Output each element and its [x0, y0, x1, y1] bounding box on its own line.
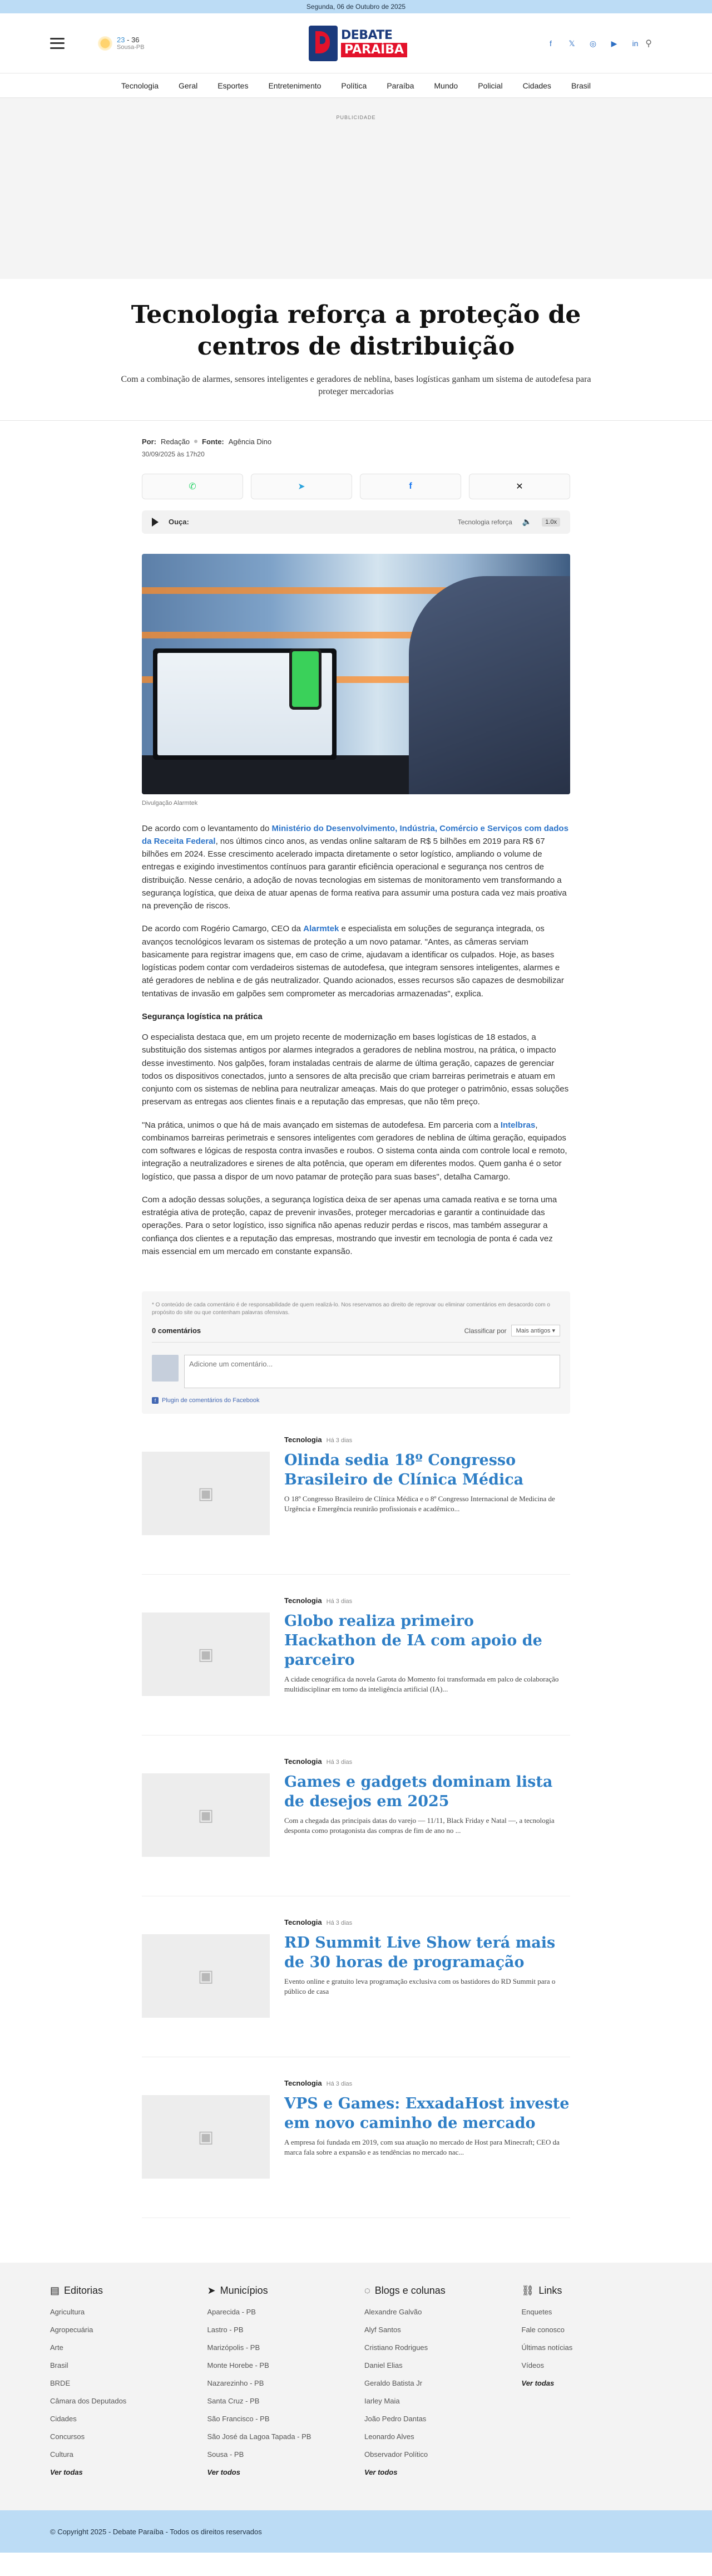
image-placeholder	[142, 2095, 270, 2179]
footer-link[interactable]: Cristiano Rodrigues	[364, 2343, 428, 2352]
card-category: Tecnologia	[284, 2079, 322, 2088]
publish-date: 30/09/2025 às 17h20	[142, 450, 205, 458]
location-arrow-icon: ➤	[207, 2285, 216, 2297]
footer-link[interactable]: João Pedro Dantas	[364, 2415, 427, 2423]
comment-input[interactable]	[184, 1355, 560, 1388]
card-category: Tecnologia	[284, 1436, 322, 1444]
top-date-bar	[0, 0, 712, 13]
nav-item-brasil[interactable]: Brasil	[571, 81, 591, 90]
player-track-title: Tecnologia reforça	[457, 518, 512, 526]
link-intelbras[interactable]: Intelbras	[500, 1120, 536, 1130]
ad-banner[interactable]	[0, 98, 712, 279]
card-time: Há 3 dias	[326, 1759, 353, 1766]
sun-icon	[98, 36, 112, 51]
facebook-plugin-link[interactable]: f Plugin de comentários do Facebook	[152, 1397, 560, 1404]
newspaper-icon: ▤	[50, 2285, 60, 2297]
link-alarmtek[interactable]: Alarmtek	[303, 924, 339, 934]
share-bar	[142, 474, 570, 499]
copyright-text: © Copyright 2025 - Debate Paraíba - Todos os direitos reservados	[50, 2527, 262, 2536]
nav-item-mundo[interactable]: Mundo	[434, 81, 458, 90]
playback-speed-button[interactable]: 1.0x	[542, 518, 560, 527]
nav-item-paraiba[interactable]: Paraíba	[387, 81, 414, 90]
footer-link[interactable]: Fale conosco	[521, 2326, 565, 2334]
image-caption: Divulgação Alarmtek	[142, 799, 198, 807]
footer-link[interactable]: São Francisco - PB	[207, 2415, 270, 2423]
logo-mark-icon	[309, 26, 338, 61]
x-icon[interactable]: 𝕏	[568, 39, 575, 48]
weather-widget: 23 - 36 Sousa-PB	[98, 36, 145, 51]
instagram-icon[interactable]: ◎	[589, 39, 597, 48]
card-title[interactable]: Globo realiza primeiro Hackathon de IA com apoio de parceiro	[284, 1613, 542, 1669]
logo-line2: PARAÍBA	[341, 43, 407, 57]
footer-link[interactable]: Observador Político	[364, 2450, 428, 2459]
footer-link[interactable]: Brasil	[50, 2361, 68, 2370]
logo-line1: DEBATE	[341, 28, 393, 42]
footer-col-links	[522, 2285, 662, 2486]
facebook-icon[interactable]: f	[550, 39, 552, 48]
image-icon: ▣	[197, 1967, 214, 1985]
footer-link[interactable]: Sousa - PB	[207, 2450, 244, 2459]
footer-see-all-link[interactable]: Ver todos	[364, 2468, 398, 2477]
temp-min: 23	[117, 36, 125, 44]
card-time: Há 3 dias	[326, 1920, 353, 1927]
footer-col-blogs	[364, 2285, 505, 2486]
share-whatsapp-button[interactable]: ✆	[142, 474, 243, 499]
footer-col-title: Editorias	[64, 2285, 103, 2297]
footer-link[interactable]: Leonardo Alves	[364, 2432, 414, 2441]
card-desc: O 18º Congresso Brasileiro de Clínica Médica e o 8º Congresso Internacional de Medicina de Urgência e Emergência reunirão profissionais e acadêmico...	[284, 1495, 555, 1513]
comments-section	[142, 1291, 570, 1414]
related-card[interactable]	[142, 1580, 570, 1736]
share-telegram-button[interactable]: ➤	[251, 474, 352, 499]
article-meta: Por: Redação Fonte: Agência Dino 30/09/2025 às 17h20	[142, 421, 570, 458]
footer-col-title: Blogs e colunas	[374, 2285, 446, 2297]
footer-see-all-link[interactable]: Ver todas	[50, 2468, 83, 2477]
ad-label: PUBLICIDADE	[336, 115, 376, 120]
card-time: Há 3 dias	[326, 1437, 353, 1444]
card-title[interactable]: Olinda sedia 18º Congresso Brasileiro de Clínica Médica	[284, 1452, 524, 1489]
image-placeholder	[142, 1452, 270, 1535]
chat-bubble-icon: ◌	[364, 2285, 370, 2297]
footer-see-all-link[interactable]: Ver todos	[207, 2468, 240, 2477]
play-icon[interactable]	[152, 518, 159, 527]
paragraph: O especialista destaca que, em um projeto recente de modernização em bases logísticas de 18 estados, a substituição dos sistemas antigos por alarmes integrados a geradores de neblina mostrou, na prática, o impacto desse investimento. Nos galpões, foram instaladas centrais de alarme de última geração, capazes de gerenciar todos os dispositivos conectados, junto a sensores de alta precisão que criam barreiras perimetrais e atuam em conjunto com os sistemas de neblina para neutralizar ameaças. Mais do que proteger o patrimônio, essas soluções preservam as entregas aos clientes finais e a reputação das empresas, que não têm preço.	[142, 1033, 569, 1107]
footer-link[interactable]: Concursos	[50, 2432, 85, 2441]
nav-item-tecnologia[interactable]: Tecnologia	[121, 81, 159, 90]
site-header	[0, 13, 712, 73]
nav-item-esportes[interactable]: Esportes	[217, 81, 249, 90]
avatar	[152, 1355, 179, 1382]
card-category: Tecnologia	[284, 1596, 322, 1605]
article-title: Tecnologia reforça a proteção de centros de distribuição	[131, 301, 581, 361]
footer-link[interactable]: Agropecuária	[50, 2326, 93, 2334]
nav-item-politica[interactable]: Política	[341, 81, 367, 90]
card-time: Há 3 dias	[326, 1598, 353, 1605]
image-icon: ▣	[197, 1484, 214, 1503]
footer-col-editorias	[50, 2285, 191, 2486]
link-icon: ⛓	[521, 2285, 535, 2297]
menu-icon[interactable]	[50, 38, 65, 49]
footer-link[interactable]: Cidades	[50, 2415, 77, 2423]
image-icon: ▣	[197, 1806, 214, 1825]
card-desc: Com a chegada das principais datas do varejo — 11/11, Black Friday e Natal —, a tecnologia desponta como protagonista das compras de fim de ano no ...	[284, 1816, 555, 1835]
related-card[interactable]	[142, 2063, 570, 2218]
footer-col-title: Municípios	[220, 2285, 268, 2297]
footer-link[interactable]: Monte Horebe - PB	[207, 2361, 269, 2370]
related-news	[142, 1419, 570, 2218]
source: Agência Dino	[228, 437, 272, 446]
share-x-button[interactable]: ✕	[469, 474, 570, 499]
current-date: Segunda, 06 de Outubro de 2025	[306, 3, 406, 11]
sort-label: Classificar por	[464, 1326, 507, 1335]
nav-item-entretenimento[interactable]: Entretenimento	[268, 81, 322, 90]
footer-link[interactable]: Aparecida - PB	[207, 2308, 256, 2317]
image-placeholder	[142, 1613, 270, 1696]
card-title[interactable]: Games e gadgets dominam lista de desejos em 2025	[284, 1773, 553, 1811]
card-time: Há 3 dias	[326, 2081, 353, 2088]
image-placeholder	[142, 1773, 270, 1857]
card-desc: A cidade cenográfica da novela Garota do Momento foi transformada em palco de colaboração multidisciplinar em torno da inteligência artificial (IA)...	[284, 1675, 559, 1693]
author: Redação	[161, 437, 190, 446]
search-icon[interactable]: ⚲	[645, 39, 652, 48]
nav-item-cidades[interactable]: Cidades	[522, 81, 551, 90]
copyright-bar	[0, 2510, 712, 2553]
article-text	[142, 822, 570, 1258]
social-links	[546, 39, 640, 48]
related-card[interactable]	[142, 1419, 570, 1575]
footer-link[interactable]: Santa Cruz - PB	[207, 2397, 260, 2406]
linkedin-icon[interactable]: in	[632, 39, 639, 48]
card-title[interactable]: RD Summit Live Show terá mais de 30 horas de programação	[284, 1934, 556, 1972]
card-desc: A empresa foi fundada em 2019, com sua atuação no mercado de Host para Minecraft; CEO da marca fala sobre a expansão e as tendências no mercado nac...	[284, 2138, 560, 2156]
image-placeholder	[142, 1934, 270, 2018]
weather-city: Sousa-PB	[117, 44, 145, 51]
player-label: Ouça:	[169, 518, 189, 527]
audio-player	[142, 510, 570, 534]
footer-link[interactable]: BRDE	[50, 2379, 71, 2388]
footer-link[interactable]: Marizópolis - PB	[207, 2343, 260, 2352]
article-subtitle: Com a combinação de alarmes, sensores inteligentes e geradores de neblina, bases logísticas ganham um sistema de autodefesa para proteger mercadorias	[0, 362, 712, 420]
site-logo[interactable]	[309, 26, 407, 61]
temp-max: 36	[131, 36, 140, 44]
footer-link[interactable]: Agricultura	[50, 2308, 85, 2317]
link-ministerio[interactable]: Ministério do Desenvolvimento, Indústria, Comércio e Serviços com dados da Receita Federal	[142, 823, 568, 846]
article-body	[142, 421, 570, 2219]
section-heading: Segurança logística na prática	[142, 1011, 263, 1021]
footer-link[interactable]: Câmara dos Deputados	[50, 2397, 127, 2406]
site-footer	[0, 2263, 712, 2510]
footer-link[interactable]: Lastro - PB	[207, 2326, 244, 2334]
footer-link[interactable]: Vídeos	[521, 2361, 544, 2370]
card-title[interactable]: VPS e Games: ExxadaHost investe em novo caminho de mercado	[284, 2095, 570, 2132]
card-category: Tecnologia	[284, 1918, 322, 1927]
youtube-icon[interactable]: ▶	[611, 39, 617, 48]
footer-link[interactable]: Nazarezinho - PB	[207, 2379, 264, 2388]
footer-link[interactable]: Cultura	[50, 2450, 73, 2459]
card-category: Tecnologia	[284, 1757, 322, 1766]
comments-count: 0 comentários	[152, 1326, 201, 1335]
footer-link[interactable]: Iarley Maia	[364, 2397, 400, 2406]
related-card[interactable]	[142, 1902, 570, 2057]
facebook-icon: f	[152, 1397, 159, 1404]
paragraph: De acordo com Rogério Camargo, CEO da Alarmtek e especialista em soluções de segurança integrada, os avanços tecnológicos levaram os sistemas de proteção a um novo patamar. "Antes, as câmeras serviam basicamente para registrar imagens que, em caso de crime, ajudavam a identificar os culpados. Hoje, as bases logísticas podem contar com verdadeiros sistemas de autodefesa, que integram sensores inteligentes, alarmes e até geradores de neblina e de gás neutralizador. Quando acionados, esses recursos são capazes de desmobilizar tentativas de invasão em galpões sem comprometer as mercadorias armazenadas", explica.	[142, 924, 564, 999]
main-nav	[0, 73, 712, 98]
footer-link[interactable]: São José da Lagoa Tapada - PB	[207, 2432, 312, 2441]
volume-icon[interactable]: 🔈	[522, 517, 532, 527]
footer-col-municipios	[207, 2285, 348, 2486]
nav-item-geral[interactable]: Geral	[178, 81, 198, 90]
nav-item-policial[interactable]: Policial	[478, 81, 503, 90]
image-icon: ▣	[197, 2127, 214, 2146]
phone-image	[289, 648, 322, 710]
sort-select[interactable]: Mais antigos ▾	[511, 1325, 560, 1336]
paragraph: "Na prática, unimos o que há de mais avançado em sistemas de autodefesa. Em parceria com a Intelbras, combinamos barreiras perimetrais e sensores inteligentes com geradores de neblina de última geração, equipados com softwares e lógicas de resposta contra invasões e roubos. O sistema conta ainda com controle local e remoto, integração a neutralizadores e sirenes de alta potência, que operam em diferentes modos. Quem ganha é o setor logístico, que passa a dispor de um novo patamar de proteção para suas bases", detalha Camargo.	[142, 1120, 567, 1182]
article-hero-image	[142, 554, 570, 794]
footer-link[interactable]: Arte	[50, 2343, 63, 2352]
footer-link[interactable]: Geraldo Batista Jr	[364, 2379, 423, 2388]
image-icon: ▣	[197, 1645, 214, 1664]
footer-link[interactable]: Enquetes	[521, 2308, 552, 2317]
footer-link[interactable]: Alexandre Galvão	[364, 2308, 422, 2317]
paragraph: Com a adoção dessas soluções, a segurança logística deixa de ser apenas uma camada reativa e se torna uma estratégia ativa de proteção, capaz de prevenir invasões, proteger mercadorias e garantir a continuidade das operações. Para o setor logístico, isso significa não apenas reduzir perdas e riscos, mas também assegurar a confiança dos clientes e a reputação das empresas, mostrando que investir em tecnologia de ponta é cada vez mais essencial em um mercado em constante expansão.	[142, 1194, 557, 1256]
footer-link[interactable]: Alyf Santos	[364, 2326, 401, 2334]
card-desc: Evento online e gratuito leva programação exclusiva com os bastidores do RD Summit para o público de casa	[284, 1977, 556, 1995]
share-facebook-button[interactable]: f	[360, 474, 461, 499]
paragraph: De acordo com o levantamento do Ministério do Desenvolvimento, Indústria, Comércio e Serviços com dados da Receita Federal, nos últimos cinco anos, as vendas online saltaram de R$ 5 bilhões em 2019 para R$ 67 bilhões em 2024. Esse crescimento acelerado impacta diretamente o setor logístico, ampliando o volume de entregas e exigindo investimentos contínuos para garantir eficiência operacional e segurança nos centros de distribuição. Nesse cenário, a adoção de novas tecnologias em sistemas de monitoramento vem transformando a segurança logística, que deixa de atuar apenas de forma reativa para assumir uma postura cada vez mais proativa na prevenção de riscos.	[142, 823, 568, 911]
footer-col-title: Links	[538, 2285, 562, 2297]
related-card[interactable]	[142, 1741, 570, 1896]
footer-see-all-link[interactable]: Ver todas	[521, 2379, 555, 2388]
person-image	[409, 576, 570, 794]
comments-notice: * O conteúdo de cada comentário é de responsabilidade de quem realizá-lo. Nos reservamos ao direito de reprovar ou eliminar comentários em desacordo com o propósito do site ou que contenham palavras ofensivas.	[152, 1302, 550, 1316]
footer-link[interactable]: Daniel Elias	[364, 2361, 403, 2370]
footer-link[interactable]: Últimas notícias	[521, 2343, 573, 2352]
